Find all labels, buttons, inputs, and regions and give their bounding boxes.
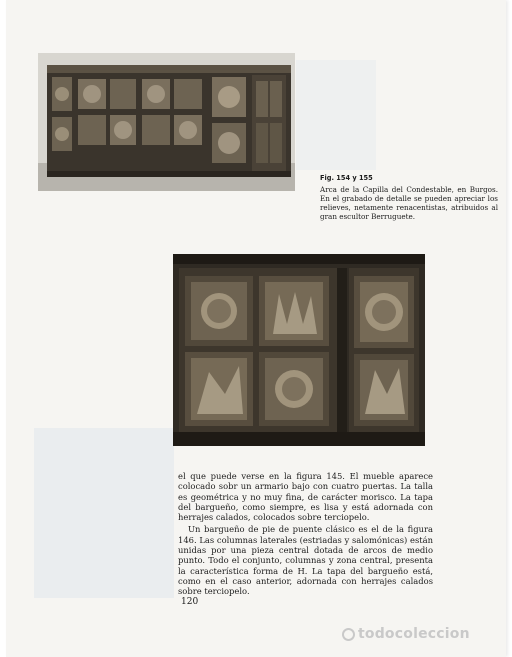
bleed-through-shadow [34,428,174,598]
watermark-text: todocoleccion [358,626,470,642]
page-number: 120 [181,597,199,607]
figure-caption-text: Arca de la Capilla del Condestable, en Burgos. En el grabado de detalle se pueden apreciar los relieves, netamente renacentistas, atribuidos al gran escultor Berruguete. [320,185,498,221]
watermark [342,626,470,642]
bleed-through-shadow [296,60,376,170]
figure-label: Fig. 154 y 155 [320,174,373,182]
paragraph: el que puede verse en la figura 145. El mueble aparece colocado sobr un armario bajo con cuatro puertas. La talla es geométrica y no muy fina, de carácter morisco. La tapa del bargueño, como siempre, es lisa y está adornada con herrajes calados, colocados sobre terciopelo. [178,471,433,523]
book-page [6,0,506,657]
chest-detail-photo [173,254,425,446]
watermark-logo-icon [342,628,355,641]
figure-caption [320,174,498,221]
body-text [178,471,433,597]
paragraph: Un bargueño de pie de puente clásico es el de la figura 146. Las columnas laterales (estriadas y salomónicas) están unidas por una pieza central dotada de arcos de medio punto. Todo el conjunto, columnas y zona central, presenta la característica forma de H. La tapa del bargueño está, como en el caso anterior, adornada con herrajes calados sobre terciopelo. [178,524,433,597]
chest-full-photo [38,53,295,191]
